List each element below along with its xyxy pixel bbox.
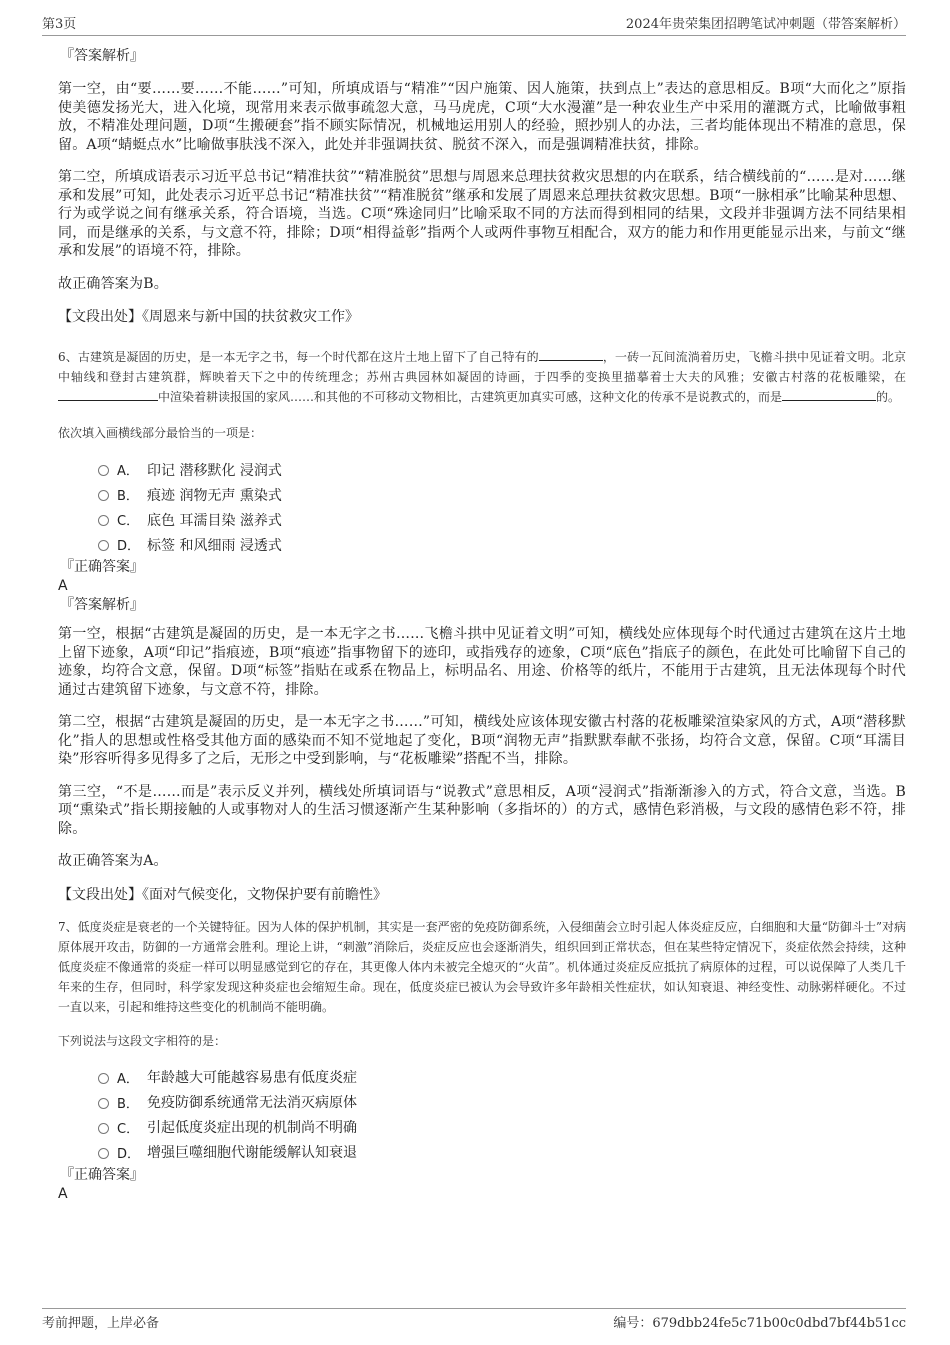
radio-icon[interactable] — [98, 1148, 109, 1159]
radio-icon[interactable] — [98, 490, 109, 501]
q6-conclusion: 故正确答案为A。 — [58, 853, 168, 869]
q5-analysis-paragraph-2: 第二空，所填成语表示习近平总书记“精准扶贫”“精准脱贫”思想与周恩来总理扶贫救灾思想的内在联系，结合横线前的“……是对……继承和发展”可知，此处表示习近平总书记“精准扶贫”“精准脱贫”继承和发展了周恩来总理扶贫救灾思想。B项“一脉相承”比喻某种思想、行为或学说之间有继承关系，符合语境，当选。C项“殊途同归”比喻采取不同的方法而得到相同的结果，文段并非强调方法不同结果相同，而是继承的关系，与文意不符，排除；D项“相得益彰”指两个人或两件事物互相配合，双方的能力和作用更能显示出来，与前文“继承和发展”的语境不符，排除。 — [58, 169, 906, 259]
document-body — [58, 46, 906, 1203]
q6-source: 【文段出处】《面对气候变化，文物保护要有前瞻性》 — [58, 886, 387, 903]
radio-icon[interactable] — [98, 1123, 109, 1134]
q5-source: 【文段出处】《周恩来与新中国的扶贫救灾工作》 — [58, 309, 359, 325]
q7-answer-label: 『正确答案』 — [60, 1166, 144, 1183]
q6-stem-part-3: 中渲染着耕读报国的家风……和其他的不可移动文物相比，古建筑更加真实可感，这种文化的传承不是说教式的，而是 — [158, 390, 783, 404]
document-code: 编号：679dbb24fe5c71b00c0dbd7bf44b51cc — [613, 1316, 906, 1331]
q7-options — [98, 1065, 906, 1165]
q7-option-d[interactable]: D． 增强巨噬细胞代谢能缓解认知衰退 — [98, 1140, 906, 1165]
q6-prompt: 依次填入画横线部分最恰当的一项是： — [58, 426, 263, 440]
q6-stem-part-1: 6、古建筑是凝固的历史，是一本无字之书，每一个时代都在这片土地上留下了自己特有的 — [58, 350, 539, 364]
q5-analysis-label: 『答案解析』 — [60, 48, 144, 64]
radio-icon[interactable] — [98, 540, 109, 551]
q6-options — [98, 457, 906, 557]
q6-answer-label: 『正确答案』 — [60, 559, 144, 575]
radio-icon[interactable] — [98, 465, 109, 476]
q6-blank-1 — [539, 348, 603, 361]
page-footer — [42, 1308, 906, 1331]
q6-question-stem — [58, 347, 906, 407]
q5-analysis-paragraph-1: 第一空，由“要……要……不能……”可知，所填成语与“精准”“因户施策、因人施策，扶到点上”表达的意思相反。B项“大而化之”原指使美德发扬光大，进入化境，现常用来表示做事疏忽大意，马马虎虎，C项“大水漫灌”是一种农业生产中采用的灌溉方式，比喻做事粗放，不精准处理问题，D项“生搬硬套”指不顾实际情况，机械地运用别人的经验，照抄别人的办法，三者均能体现出不精准的意思，保留。A项“蜻蜓点水”比喻做事肤浅不深入，此处并非强调扶贫、脱贫不深入，而是强调精准扶贫，排除。 — [58, 81, 906, 153]
q6-option-c[interactable]: C． 底色 耳濡目染 滋养式 — [98, 507, 906, 532]
q6-blank-3 — [782, 388, 876, 401]
q7-prompt: 下列说法与这段文字相符的是： — [58, 1033, 227, 1048]
q6-analysis-label: 『答案解析』 — [60, 597, 144, 613]
q6-analysis-paragraph-1: 第一空，根据“古建筑是凝固的历史，是一本无字之书……飞檐斗拱中见证着文明”可知，横线处应体现每个时代通过古建筑在这片土地上留下迹象，A项“印记”指痕迹，B项“痕迹”指事物留下的迹印，或指残存的迹象，C项“底色”指底子的颜色，在此处可比喻留下自己的迹象，均符合文意，保留。D项“标签”指贴在或系在物品上，标明品名、用途、价格等的纸片，不能用于古建筑，且无法体现每个时代通过古建筑留下迹象，与文意不符，排除。 — [58, 626, 906, 698]
q6-analysis-paragraph-3: 第三空，“不是……而是”表示反义并列，横线处所填词语与“说教式”意思相反，A项“浸润式”指渐渐渗入的方式，符合文意，当选。B项“熏染式”指长期接触的人或事物对人的生活习惯逐渐产生某种影响（多指坏的）的方式，感情色彩消极，与文段的感情色彩不符，排除。 — [58, 783, 906, 837]
q6-analysis-paragraph-2: 第二空，根据“古建筑是凝固的历史，是一本无字之书……”可知，横线处应该体现安徽古村落的花板雕梁渲染家风的方式，A项“潜移默化”指人的思想或性格受其他方面的感染而不知不觉地起了变化，B项“润物无声”指默默奉献不张扬，均符合文意，保留。C项“耳濡目染”形容听得多见得多了之后，无形之中受到影响，与“花板雕梁”搭配不当，排除。 — [58, 714, 906, 767]
footer-slogan: 考前押题，上岸必备 — [42, 1316, 160, 1331]
q6-option-d[interactable]: D． 标签 和风细雨 浸透式 — [98, 532, 906, 557]
q6-stem-part-4: 的。 — [876, 390, 901, 404]
q5-conclusion: 故正确答案为B。 — [58, 275, 168, 292]
radio-icon[interactable] — [98, 1098, 109, 1109]
radio-icon[interactable] — [98, 515, 109, 526]
q6-option-a[interactable]: A． 印记 潜移默化 浸润式 — [98, 457, 906, 482]
q6-answer: A — [58, 578, 68, 594]
page-number: 第3页 — [42, 17, 77, 32]
q7-option-b[interactable]: B． 免疫防御系统通常无法消灭病原体 — [98, 1090, 906, 1115]
q6-stem-part-2: ，一砖一瓦间流淌着历史，飞檐斗拱中见证着文明。北京中轴线和登封古建筑群，辉映着天下之中的传统理念；苏州古典园林如凝固的诗画，于四季的变换里描摹着士大夫的风雅；安徽古村落的花板雕梁，在 — [58, 350, 906, 384]
q7-question-stem: 7、低度炎症是衰老的一个关键特征。因为人体的保护机制，其实是一套严密的免疫防御系统，入侵细菌会立时引起人体炎症反应，白细胞和大量“防御斗士”对病原体展开攻击，防御的一方通常会胜利。理论上讲，“刺激”消除后，炎症反应也会逐渐消失，组织回到正常状态，但在某些特定情况下，炎症依然会持续，这种低度炎症不像通常的炎症一样可以明显感觉到它的存在，其更像人体内未被完全熄灭的“火苗”。机体通过炎症反应抵抗了病原体的过程，可以说保障了人类几千年来的生存，但同时，科学家发现这种炎症也会缩短生命。现在，低度炎症已被认为会导致许多年龄相关性症状，如认知衰退、神经变性、动脉粥样硬化。不过一直以来，引起和维持这些变化的机制尚不能明确。 — [58, 919, 906, 1014]
q7-option-c[interactable]: C． 引起低度炎症出现的机制尚不明确 — [98, 1115, 906, 1140]
q7-option-a[interactable]: A． 年龄越大可能越容易患有低度炎症 — [98, 1065, 906, 1090]
page-header — [42, 10, 906, 36]
q7-answer: A — [58, 1185, 68, 1202]
q6-blank-2 — [58, 388, 158, 401]
q6-option-b[interactable]: B． 痕迹 润物无声 熏染式 — [98, 482, 906, 507]
radio-icon[interactable] — [98, 1073, 109, 1084]
document-title: 2024年贵荣集团招聘笔试冲刺题（带答案解析） — [625, 17, 906, 32]
